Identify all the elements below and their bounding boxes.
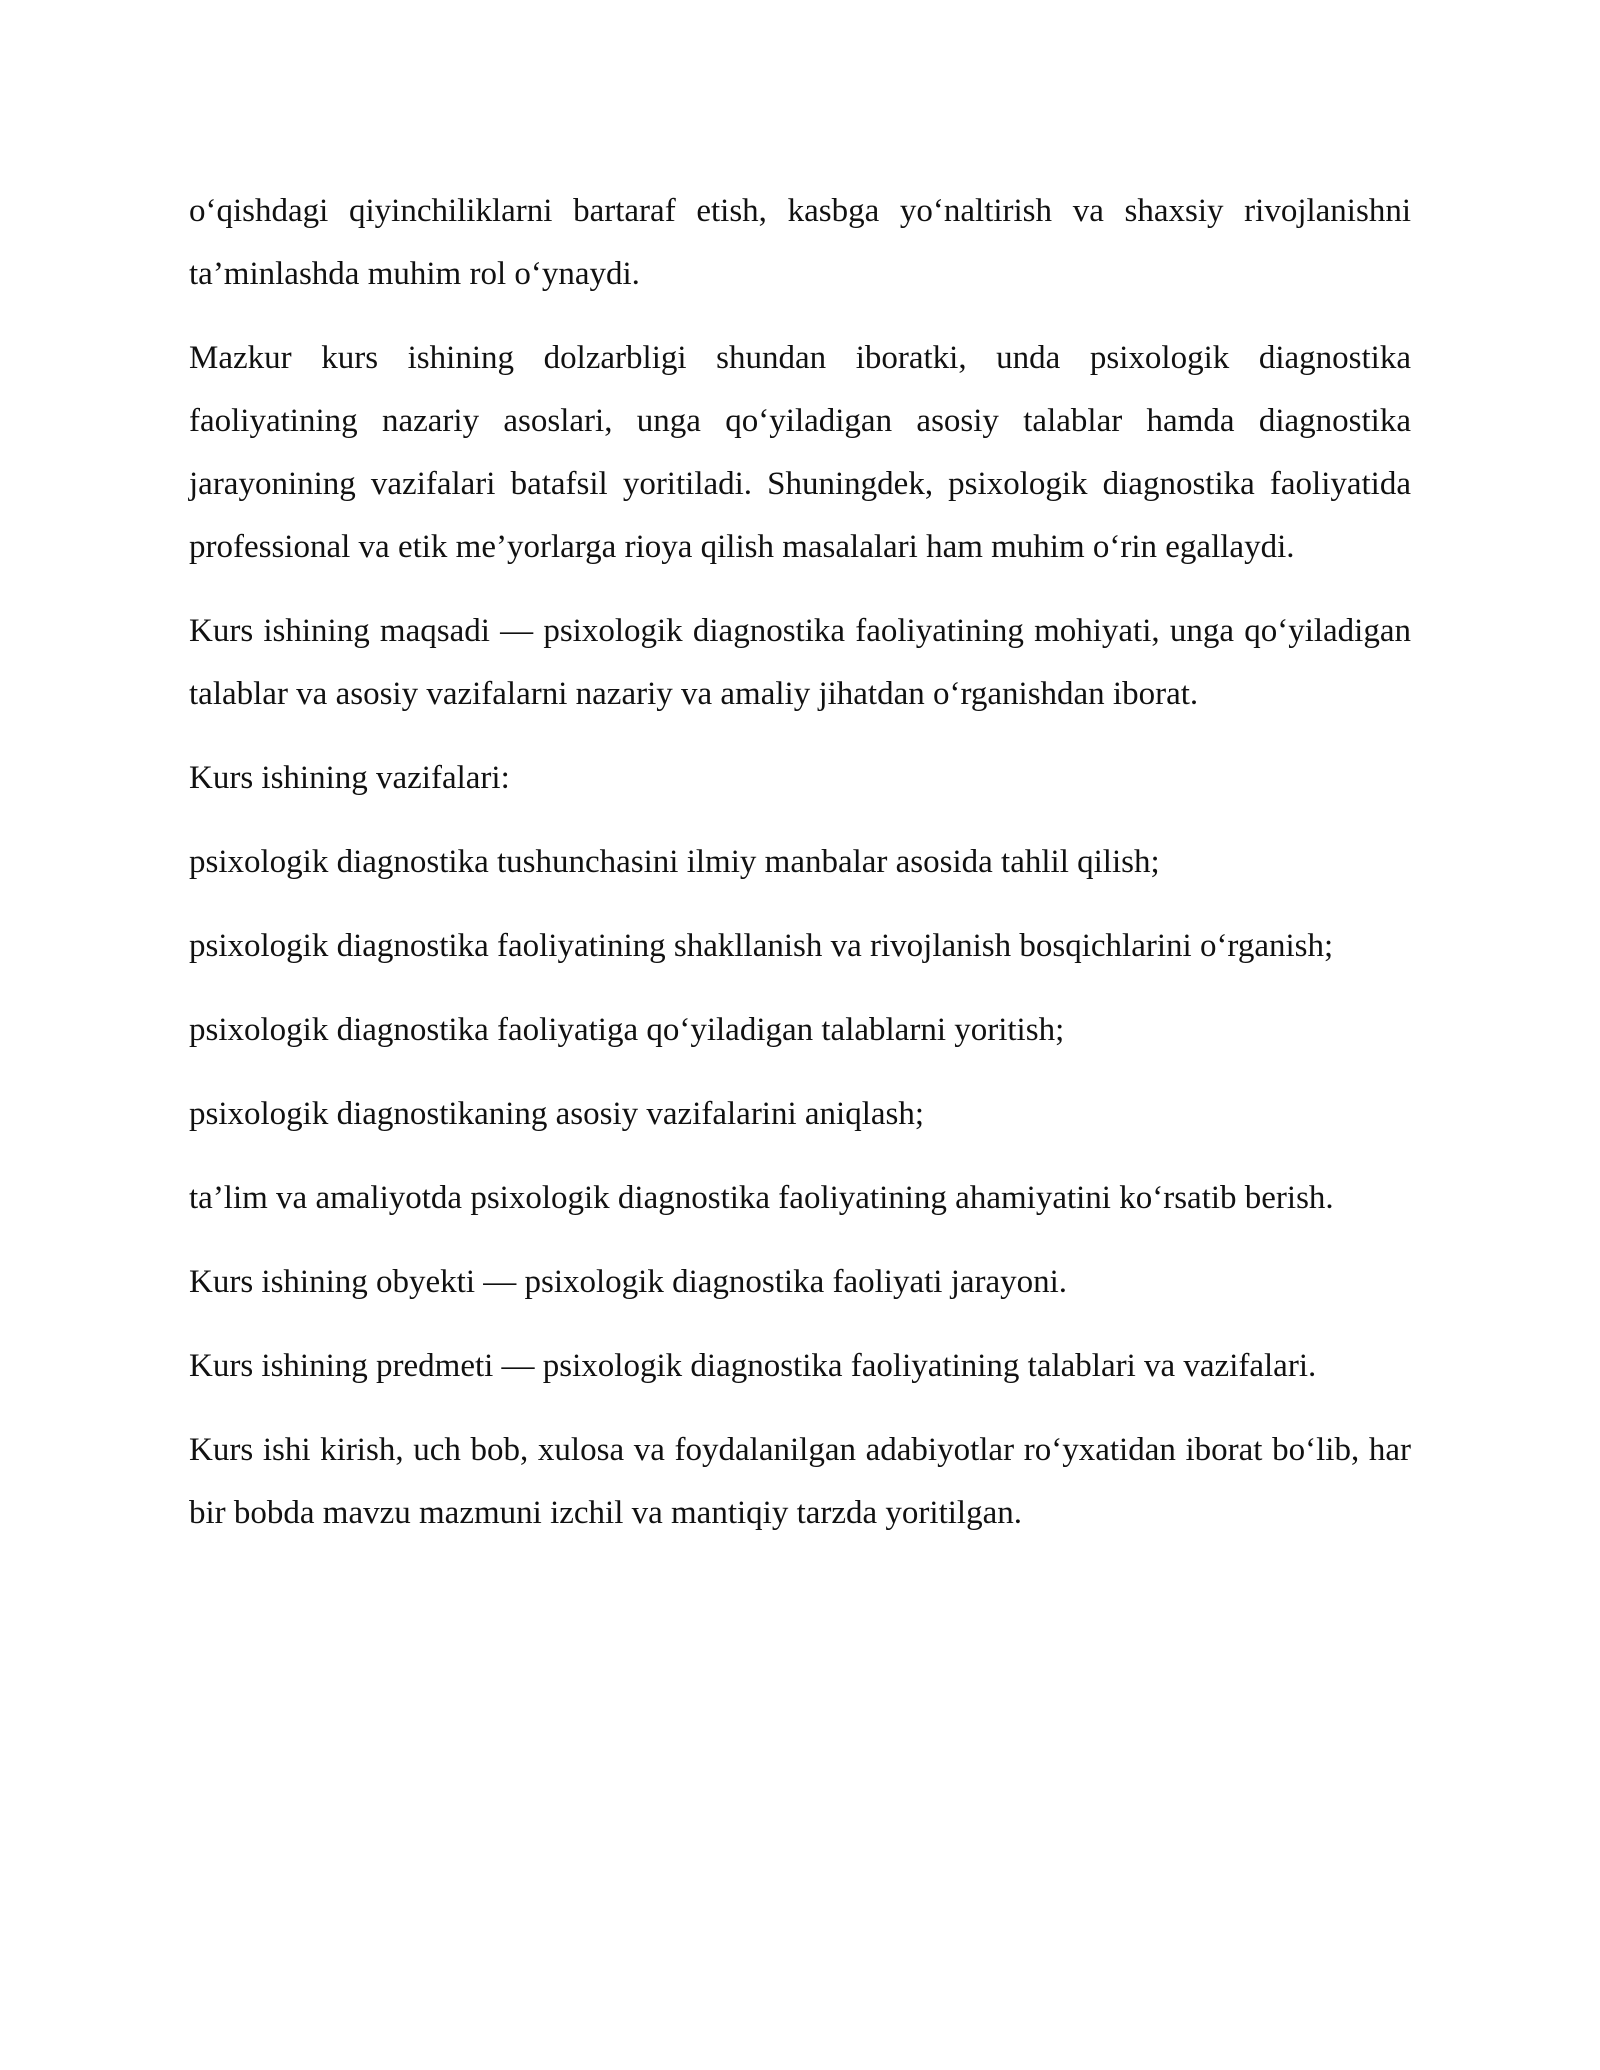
task-item: ta’lim va amaliyotda psixologik diagnostika faoliyatining ahamiyatini ko‘rsatib berish. [189,1180,1334,1216]
task-item: psixologik diagnostika tushunchasini ilmiy manbalar asosida tahlil qilish; [189,844,1160,880]
paragraph-relevance: Mazkur kurs ishining dolzarbligi shundan iboratki, unda psixologik diagnostika faoliyatining nazariy asoslari, unga qo‘yiladigan asosiy talablar hamda diagnostika jarayonining vazifalari batafsil yoritiladi. Shuningdek, psixologik diagnostika faoliyatida professional va etik me’yorlarga rioya qilish masalalari ham muhim o‘rin egallaydi. [189,340,1411,565]
paragraph-goal: Kurs ishining maqsadi — psixologik diagnostika faoliyatining mohiyati, unga qo‘yiladigan talablar va asosiy vazifalarni nazariy va amaliy jihatdan o‘rganishdan iborat. [189,613,1411,712]
paragraph-structure: Kurs ishi kirish, uch bob, xulosa va foydalanilgan adabiyotlar ro‘yxatidan iborat bo‘lib, har bir bobda mavzu mazmuni izchil va mantiqiy tarzda yoritilgan. [189,1432,1411,1531]
paragraph-subject: Kurs ishining predmeti — psixologik diagnostika faoliyatining talablari va vazifalari. [189,1348,1317,1384]
paragraph-object: Kurs ishining obyekti — psixologik diagnostika faoliyati jarayoni. [189,1264,1068,1300]
task-item: psixologik diagnostika faoliyatiga qo‘yiladigan talablarni yoritish; [189,1012,1065,1048]
task-item: psixologik diagnostikaning asosiy vazifalarini aniqlash; [189,1096,925,1132]
task-item: psixologik diagnostika faoliyatining shakllanish va rivojlanish bosqichlarini o‘rganish; [189,928,1334,964]
paragraph-continuation: o‘qishdagi qiyinchiliklarni bartaraf etish, kasbga yo‘naltirish va shaxsiy rivojlanishni ta’minlashda muhim rol o‘ynaydi. [189,193,1411,292]
document-body [189,180,1411,1566]
paragraph-tasks-heading: Kurs ishining vazifalari: [189,760,510,796]
